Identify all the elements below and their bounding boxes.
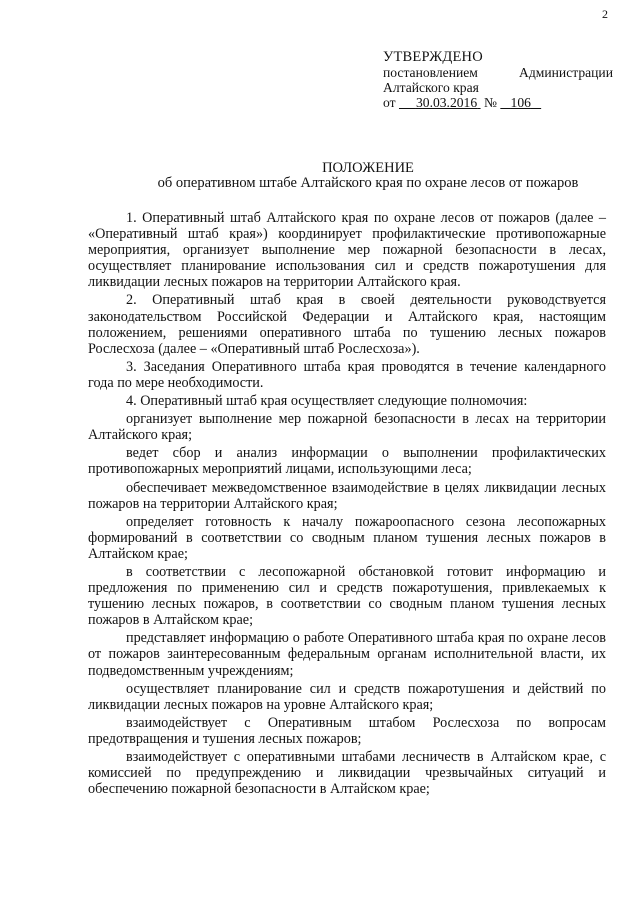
paragraph-3: 3. Заседания Оперативного штаба края проводятся в течение календарного года по мере необходимости. — [88, 358, 606, 391]
power-item: ведет сбор и анализ информации о выполнении профилактических противопожарных мероприятий лицами, использующими леса; — [88, 445, 606, 478]
date-prefix: от — [383, 95, 396, 110]
paragraph-2: 2. Оперативный штаб края в своей деятельности руководствуется законодательством Российской Федерации и Алтайского края, настоящим положением, решениями оперативного штаба по тушению лесных пожаров Рослесхоза (далее – «Оперативный штаб Рослесхоза»). — [88, 292, 606, 357]
approval-block — [383, 50, 613, 110]
power-item: осуществляет планирование сил и средств пожаротушения и действий по ликвидации лесных пожаров на уровне Алтайского края; — [88, 680, 606, 713]
paragraph-1: 1. Оперативный штаб Алтайского края по охране лесов от пожаров (далее – «Оперативный штаб края») координирует профилактические противопожарные мероприятия, организует выполнение мер пожарной безопасности в лесах, осуществляет планирование использования сил и средств пожаротушения для ликвидации лесных пожаров на территории Алтайского края. — [88, 210, 606, 291]
document-subtitle: об оперативном штабе Алтайского края по охране лесов от пожаров — [157, 175, 579, 191]
number-value: 106 — [510, 95, 531, 110]
power-item: организует выполнение мер пожарной безопасности в лесах на территории Алтайского края; — [88, 411, 606, 444]
approval-date-line — [383, 95, 613, 110]
number-prefix: № — [483, 95, 497, 110]
power-item: обеспечивает межведомственное взаимодействие в целях ликвидации лесных пожаров на территории Алтайского края; — [88, 479, 606, 512]
paragraph-4: 4. Оперативный штаб края осуществляет следующие полномочия: — [126, 393, 528, 410]
page-number: 2 — [602, 7, 608, 21]
date-value: 30.03.2016 — [415, 95, 478, 110]
approval-title: УТВЕРЖДЕНО — [383, 49, 483, 65]
document-body — [88, 210, 606, 799]
approval-line-1: постановлением Администрации — [383, 65, 613, 80]
power-item: в соответствии с лесопожарной обстановкой готовит информацию и предложения по применению сил и средств пожаротушения, привлекаемых к тушению лесных пожаров, в соответствии со сводным планом тушения лесных пожаров в Алтайском крае; — [88, 563, 606, 629]
power-item: взаимодействует с оперативными штабами лесничеств в Алтайском крае, с комиссией по предупреждению и ликвидации чрезвычайных ситуаций и обеспечению пожарной безопасности в Алтайском крае; — [88, 749, 606, 798]
power-item: определяет готовность к началу пожароопасного сезона лесопожарных формирований в соответствии со сводным планом тушения лесных пожаров в Алтайском крае; — [88, 513, 606, 562]
power-item: взаимодействует с Оперативным штабом Рослесхоза по вопросам предотвращения и тушения лесных пожаров; — [88, 714, 606, 747]
approval-line-2: Алтайского края — [383, 80, 479, 95]
power-item: представляет информацию о работе Оперативного штаба края по охране лесов от пожаров заинтересованным федеральным органам исполнительной власти, их подведомственным учреждениям; — [88, 630, 606, 679]
document-title: ПОЛОЖЕНИЕ — [322, 160, 414, 176]
